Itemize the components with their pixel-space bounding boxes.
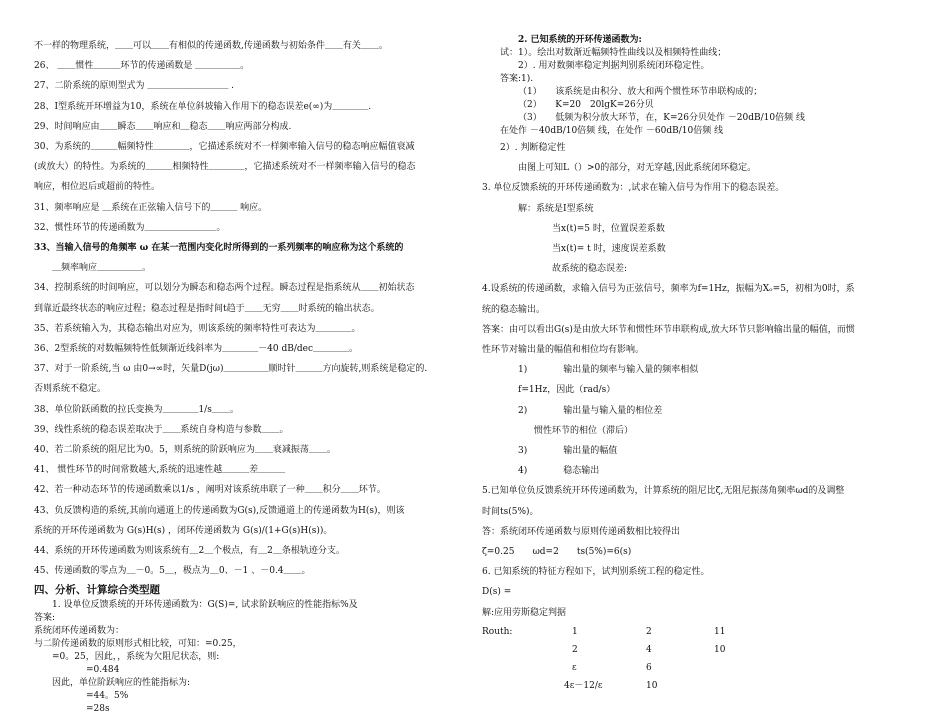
text-line: ＿频率响应＿＿＿＿＿。 [52,263,152,274]
text-line: 3) 输出量的幅值 [518,446,618,457]
routh-cell: 4 [646,644,652,655]
routh-cell: 2 [646,626,652,637]
text-line: 41、 惯性环节的时间常数越大,系统的迅速性越＿＿＿差＿＿＿ [34,465,286,476]
text-line: 否则系统不稳定。 [34,384,107,395]
text-line: 6. 已知系统的特征方程如下，试判别系统工程的稳定性。 [482,567,710,578]
section-title: 四、分析、计算综合类型题 [34,584,160,597]
text-line: f=1Hz，因此（rad/s） [518,385,616,396]
text-line: 5.已知单位负反馈系统开环传递函数为，计算系统的阻尼比ζ,无阻尼振荡角频率ωd的及调整 [482,486,845,497]
text-line: 当x(t)=5 时，位置误差系数 [552,223,665,234]
text-line: 系统闭环传递函数为： [34,626,125,637]
routh-cell: 11 [714,626,726,637]
text-line: 34、控制系统的时间响应，可以划分为瞬态和稳态两个过程。瞬态过程是指系统从＿＿初始状态 [34,283,415,294]
text-line: =44。5% [86,691,129,702]
text-line: 27、二阶系统的原则型式为 ＿＿＿＿＿＿＿＿＿ . [34,81,235,92]
text-line: 2）. 判断稳定性 [500,143,566,153]
text-line: 43、负反馈构造的系统,其前向通道上的传递函数为G(s),反馈通道上的传递函数为H(s)，则该 [34,505,405,516]
text-line: （2） K=20 20lgK=26分贝 [518,100,654,110]
text-line: 不一样的物理系统，＿＿可以＿＿有相似的传递函数,传递函数与初始条件＿＿有关＿＿。 [34,41,388,51]
text-line: 在处作 －40dB/10倍频 线，在处作 －60dB/10倍频 线 [500,126,724,136]
text-line: 40、若二阶系统的阻尼比为0。5，则系统的阶跃响应为＿＿衰减振荡＿＿。 [34,445,336,456]
routh-table [482,623,918,703]
text-line: ζ=0.25 ωd=2 ts(5%)=6(s) [482,547,632,558]
text-line: 统的稳态输出。 [482,304,546,315]
text-line: 答案:1). [500,74,534,84]
text-line: 38、单位阶跃函数的拉氏变换为＿＿＿＿1/s＿＿。 [34,404,239,415]
left-column [34,36,470,716]
text-line: 39、线性系统的稳态误差取决于＿＿系统自身构造与参数＿＿。 [34,424,289,435]
text-line: 时间ts(5%)。 [482,506,539,517]
text-line: 28、Ⅰ型系统开环增益为10，系统在单位斜坡输入作用下的稳态误差e(∞)为＿＿＿＿. [34,101,372,112]
routh-cell: 1 [572,626,578,637]
text-line: =0。25，因此，，系统为欠阻尼状态，则: [52,652,220,663]
text-line: 44、系统的开环传递函数为则该系统有＿2＿个极点，有＿2＿条根轨迹分支。 [34,546,345,557]
text-line: 由图上可知L（）>0的部分，对无穿越,因此系统闭环稳定。 [518,163,757,174]
routh-row [482,677,918,695]
text-line: 与二阶传递函数的原则形式相比较，可知：=0.25， [34,639,242,650]
text-line: 答案：由可以看出G(s)是由放大环节和惯性环节串联构成,放大环节只影响输出量的幅值，而惯 [482,324,855,335]
text-line: 解：系统是Ⅰ型系统 [518,203,594,214]
routh-cell: 6 [646,662,652,673]
text-line: 试：1）。绘出对数渐近幅频特性曲线以及相频特性曲线； [500,48,727,58]
text-line: 响应，相位迟后或超前的特性。 [34,182,161,193]
routh-cell: 2 [572,644,578,655]
text-line: D(s) = [482,587,512,598]
text-line: 42、若一种动态环节的传递函数乘以1/s ，阐明对该系统串联了一种＿＿积分＿＿环节。 [34,485,386,496]
text-line: 4.设系统的传递函数，求输入信号为正弦信号，频率为f=1Hz，振幅为Xₒ=5，初相为0时，系 [482,284,855,295]
text-line: 2. 已知系统的开环传递函数为: [518,35,642,45]
routh-cell: 10 [714,644,726,655]
right-column [482,34,918,703]
text-line: （3） 低频为积分放大环节，在，K=26分贝处作 －20dB/10倍频 线 [518,113,805,123]
text-line: 答：系统闭环传递函数与原则传递函数相比较得出 [482,526,681,537]
text-line: 因此，单位阶跃响应的性能指标为: [52,678,191,689]
text-line: 30、为系统的＿＿＿幅频特性＿＿＿＿，它描述系统对不一样频率输入信号的稳态响应幅值衰减 [34,142,415,153]
text-line: 2）. 用对数频率稳定判据判别系统闭环稳定性。 [518,61,710,71]
text-line: 当x(t)= t 时，速度误差系数 [552,244,666,255]
text-line: 1. 设单位反馈系统的开环传递函数为：G(S)=, 试求阶跃响应的性能指标%及 [52,600,358,611]
routh-row [482,659,918,677]
routh-row [482,623,918,641]
text-line: =28s [86,704,110,715]
text-line: 惯性环节的相位（滞后） [534,425,634,436]
text-line: 答案: [34,613,56,624]
text-line: 4) 稳态输出 [518,466,600,477]
text-line: 32、惯性环节的传递函数为＿＿＿＿＿＿＿＿。 [34,222,226,233]
text-line: 性环节对输出量的幅值和相位均有影响。 [482,345,645,356]
routh-label: Routh: [482,626,513,637]
text-line: 3. 单位反馈系统的开环传递函数为：,试求在输入信号为作用下的稳态误差。 [482,183,785,194]
text-line: 35、若系统输入为，其稳态输出对应为，则该系统的频率特性可表达为＿＿＿＿。 [34,323,361,334]
routh-cell: 4ε－12/ε [564,680,603,691]
routh-cell: ε [572,662,577,673]
text-line: 解:应用劳斯稳定判据 [482,607,567,618]
text-line: 29、时间响应由＿＿瞬态＿＿响应和＿稳态＿＿响应两部分构成. [34,121,292,132]
text-line: 到靠近最终状态的响应过程；稳态过程是指时间t趋于＿＿无穷＿＿时系统的输出状态。 [34,303,380,314]
text-line: 故系统的稳态误差: [552,264,628,275]
text-line: 45、传递函数的零点为＿－0。5＿，极点为＿0、－1 、－0.4＿＿。 [34,566,311,577]
text-line: （1） 该系统是由积分、放大和两个惯性环节串联构成的； [518,87,763,97]
routh-cell: 10 [646,680,658,691]
routh-row [482,641,918,659]
text-line: 26、 ＿＿惯性＿＿＿环节的传递函数是 ＿＿＿＿＿。 [34,61,250,72]
text-line: =0.484 [86,665,120,676]
text-line: 系统的开环传递函数为 G(s)H(s) ，闭环传递函数为 G(s)/(1+G(s)H(s))。 [34,525,333,536]
text-line: 37、对于一阶系统,当 ω 由0→∞时，矢量D(jω)＿＿＿＿＿顺时针＿＿＿方向旋转,则系统是稳定的. [34,364,428,375]
text-line: 36、2型系统的对数幅频特性低频渐近线斜率为＿＿＿＿－40 dB/dec＿＿＿＿。 [34,344,359,355]
text-line: 1) 输出量的频率与输入量的频率相似 [518,365,699,376]
text-line: 31、频率响应是 ＿系统在正弦输入信号下的＿＿＿ 响应。 [34,202,268,213]
text-line: (或放大）的特性。为系统的＿＿＿相频特性＿＿＿＿，它描述系统对不一样频率输入信号的稳态 [34,162,416,173]
text-line: 33、当输入信号的角频率 ω 在某一范围内变化时所得到的一系列频率的响应称为这个系统的 [34,243,404,254]
text-line: 2) 输出量与输入量的相位差 [518,405,663,416]
